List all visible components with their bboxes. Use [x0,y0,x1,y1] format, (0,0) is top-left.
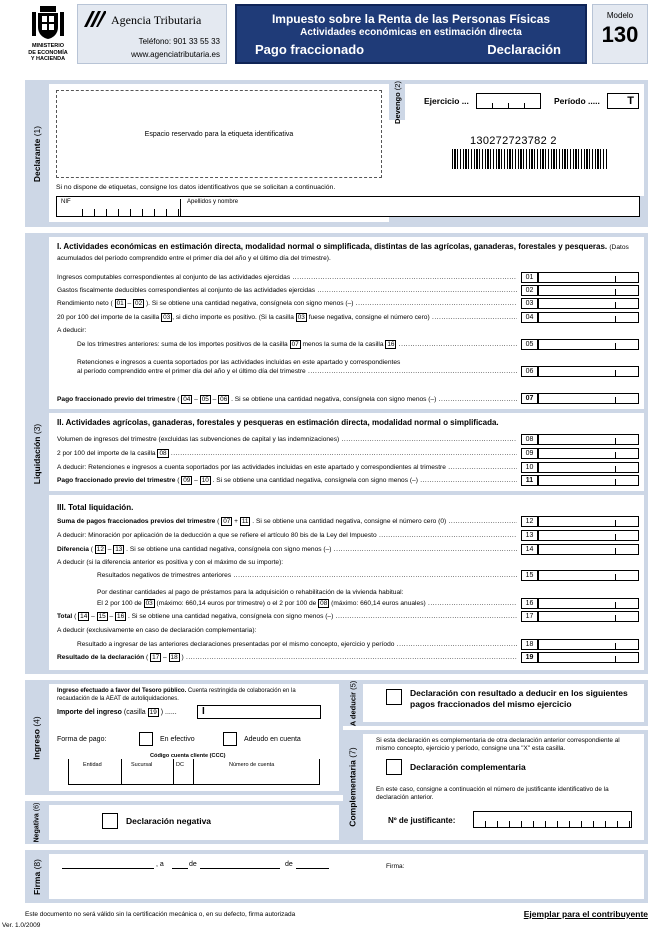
casilla-02-input[interactable] [538,285,639,296]
casilla-19-input[interactable] [538,652,639,663]
row-13-label: A deducir: Minoración por aplicación de la deducción a que se refiere el artículo 80 bis de la Ley del Impuesto ..... [57,531,517,540]
ccc-label: Código cuenta cliente (CCC) [150,753,226,759]
sticker-text: Espacio reservado para la etiqueta identificativa [144,130,294,138]
declarante-label: Declarante (1) [32,125,43,182]
casilla-12-code: 12 [521,516,538,527]
id-fields [56,196,640,217]
casilla-03-code: 03 [521,298,538,309]
agency-web: www.agenciatributaria.es [131,50,220,59]
row-17-label: Total ( 14 – 15 – 16 . Si se obtiene una cantidad negativa, consígnela con signo menos (–) ..... [57,612,517,621]
row-09-label: 2 por 100 del importe de la casilla 08 ..... [57,449,517,458]
casilla-01-input[interactable] [538,272,639,283]
footer-version: Ver. 1.0/2009 [2,922,41,929]
casilla-09-code: 09 [521,448,538,459]
firma-signature-label: Firma: [386,863,405,870]
casilla-18-input[interactable] [538,639,639,650]
negativa-checkbox[interactable] [102,813,118,829]
casilla-16-code: 16 [521,598,538,609]
casilla-09-input[interactable] [538,448,639,459]
casilla-16-input[interactable] [538,598,639,609]
sticker-area [56,90,382,178]
ccc-dc: DC [176,762,184,768]
complementaria-label: Complementaria (7) [348,747,358,827]
row-08-label: Volumen de ingresos del trimestre (excluidas las subvenciones de capital y las indemnizaciones) ..... [57,435,517,444]
modelo-box [592,4,648,64]
complementaria-text2: En este caso, consigne a continuación el número de justificante identificativo de la declaración anterior. [376,786,609,801]
modelo-number: 130 [601,22,639,47]
agency-logo-icon [84,11,106,27]
adeducir-text: Declaración con resultado a deducir en los siguientes pagos fraccionados del mismo ejercicio [410,688,628,709]
form-subtitle-left: Pago fraccionado [255,42,365,57]
form-title-2: Actividades económicas en estimación directa [300,27,522,38]
adeducir-label: A deducir (5) [348,680,358,726]
agency-name: Agencia Tributaria [111,13,202,27]
ccc-numero: Número de cuenta [229,762,275,768]
name-input[interactable] [183,197,639,216]
periodo-value: T [627,95,634,107]
casilla-17-input[interactable] [538,611,639,622]
row-03-label: Rendimiento neto ( 01 – 02 ). Si se obtiene una cantidad negativa, consígnela con signo menos (–) ..... [57,299,517,308]
casilla-08-input[interactable] [538,434,639,445]
casilla-04-input[interactable] [538,312,639,323]
coat-of-arms-icon [30,4,66,42]
barcode-icon [452,149,607,169]
row-19-label: Resultado de la declaración ( 17 – 18 ) ..... [57,653,517,662]
row-06-label-a: Retenciones e ingresos a cuenta soportados por las actividades incluidas en este apartado y correspondientes [77,359,401,366]
firma-place-line[interactable] [62,868,154,869]
ingreso-label: Ingreso (4) [32,715,42,760]
firma-label: Firma (8) [32,858,43,895]
modelo-label: Modelo [606,11,634,20]
firma-de-1: de [189,861,197,868]
nif-label: NIF [61,199,71,205]
row-06-label-b: al período comprendido entre el primer día del año y el último día del trimestre ..... [77,367,517,376]
casilla-06-input[interactable] [538,366,639,377]
casilla-19-code: 19 [521,652,538,663]
row-15-label: Resultados negativos de trimestres anteriores ..... [97,571,517,580]
efectivo-label: En efectivo [160,736,195,743]
nif-input[interactable] [71,199,181,216]
firma-panel [49,854,644,899]
footer-copy: Ejemplar para el contribuyente [523,909,648,919]
adeducir-label: A deducir: [57,327,87,334]
title-box [235,4,587,64]
adeducir-checkbox[interactable] [386,689,402,705]
row-14-note: A deducir (si la diferencia anterior es positiva y con el máximo de su importe): [57,559,284,566]
casilla-15-input[interactable] [538,570,639,581]
ejercicio-input[interactable] [476,93,541,109]
footer-note: Este documento no será válido sin la certificación mecánica o, en su defecto, firma autorizada [25,911,296,918]
casilla-05-input[interactable] [538,339,639,350]
importe-i: I [202,706,205,717]
casilla-10-input[interactable] [538,462,639,473]
row-16-label-a: Por destinar cantidades al pago de préstamos para la adquisición o rehabilitación de la vivienda habitual: [97,589,404,596]
name-label: Apellidos y nombre [187,199,239,205]
firma-month-line[interactable] [200,868,280,869]
devengo-label: Devengo (2) [392,80,402,124]
casilla-14-code: 14 [521,544,538,555]
forma-pago-label: Forma de pago: [57,736,107,743]
firma-year-line[interactable] [296,868,329,869]
adeudo-checkbox[interactable] [223,732,237,746]
complementaria-check-label: Declaración complementaria [410,762,526,772]
row-14-label: Diferencia ( 12 – 13 . Si se obtiene una cantidad negativa, consígnela con signo menos (–) ..... [57,545,517,554]
negativa-label: Negativa (6) [33,802,41,843]
sec3-title: III. Total liquidación. [57,503,134,512]
sec1-title: I. Actividades económicas en estimación directa, modalidad normal o simplificada, distintas de las agrícolas, ganaderas, forestales y pesqueras. (Datos acumulados del período comprendido entre el primer día del año y el último día del trimestre). [57,242,629,262]
casilla-15-code: 15 [521,570,538,581]
form-subtitle-right: Declaración [487,42,561,57]
row-02-label: Gastos fiscalmente deducibles correspondientes al conjunto de las actividades ejercidas ..... [57,286,517,295]
casilla-10-code: 10 [521,462,538,473]
row-16-label-b: El 2 por 100 de 03 (máximo: 660,14 euros por trimestre) o el 2 por 100 de 08 (máximo: 660,14 euros anuales) ..... [97,599,517,608]
importe-label: Importe del ingreso (casilla 19 ) ...... [57,709,177,716]
ccc-entidad: Entidad [83,762,102,768]
periodo-input[interactable] [607,93,639,109]
ejercicio-label: Ejercicio ... [424,96,469,106]
row-07-label: Pago fraccionado previo del trimestre ( 04 – 05 – 06 . Si se obtiene una cantidad negativa, consígnela con signo menos (–) ..... [57,395,517,404]
ccc-sucursal: Sucursal [131,762,153,768]
row-04-label: 20 por 100 del importe de la casilla 03 , si dicho importe es positivo. (Si la casilla 03 fuese negativa, consigne el número cero) ..... [57,313,517,322]
adeudo-label: Adeudo en cuenta [244,736,301,743]
casilla-11-code: 11 [521,475,538,486]
efectivo-checkbox[interactable] [139,732,153,746]
barcode-number: 130272723782 2 [470,135,557,147]
negativa-text: Declaración negativa [126,816,212,826]
ccc-field[interactable] [68,759,320,785]
ingreso-text: Ingreso efectuado a favor del Tesoro público. Cuenta restringida de colaboración en la recaudación de la AEAT de autoliquidaciones. [57,688,296,702]
casilla-08-code: 08 [521,434,538,445]
header [0,0,667,68]
row-10-label: A deducir: Retenciones e ingresos a cuenta soportados por las actividades incluidas en este apartado y correspondientes al trimestre ..... [57,463,517,472]
casilla-12-input[interactable] [538,516,639,527]
row-18-label: Resultado a ingresar de las anteriores declaraciones presentadas por el mismo concepto, ejercicio y período ..... [77,640,517,649]
row-12-label: Suma de pagos fraccionados previos del trimestre ( 07 + 11 . Si se obtiene una cantidad negativa, consigne el número cero (0) ..... [57,517,517,526]
casilla-03-input[interactable] [538,298,639,309]
row-01-label: Ingresos computables correspondientes al conjunto de las actividades ejercidas ..... [57,273,517,282]
firma-de-2: de [285,861,293,868]
casilla-11-input[interactable] [538,475,639,486]
ministry-name: MINISTERIO DE ECONOMÍA Y HACIENDA [28,43,68,62]
casilla-13-code: 13 [521,530,538,541]
importe-input[interactable] [197,705,321,719]
casilla-13-input[interactable] [538,530,639,541]
casilla-07-code: 07 [521,393,538,404]
casilla-02-code: 02 [521,285,538,296]
firma-a: , a [156,861,164,868]
casilla-06-code: 06 [521,366,538,377]
liquidacion-label: Liquidación (3) [32,423,42,484]
justificante-input[interactable] [473,811,632,828]
declarante-note: Si no dispone de etiquetas, consigne los datos identificativos que se solicitan a continuación. [56,184,336,191]
firma-day-line[interactable] [172,868,188,869]
casilla-05-code: 05 [521,339,538,350]
casilla-17-code: 17 [521,611,538,622]
row-11-label: Pago fraccionado previo del trimestre ( 09 – 10 . Si se obtiene una cantidad negativa, consígnela con signo menos (–) ..... [57,476,517,485]
complementaria-checkbox[interactable] [386,759,402,775]
casilla-14-input[interactable] [538,544,639,555]
form-title: Impuesto sobre la Renta de las Personas Físicas [271,12,551,26]
periodo-label: Período ..... [554,96,600,106]
casilla-01-code: 01 [521,272,538,283]
casilla-04-code: 04 [521,312,538,323]
casilla-18-code: 18 [521,639,538,650]
complementaria-text1: Si esta declaración es complementaria de otra declaración anterior correspondiente al mismo concepto, ejercicio y período, consigne una "X" esta casilla. [376,737,620,752]
agency-phone: Teléfono: 901 33 55 33 [138,37,220,46]
justificante-label: Nº de justificante: [388,816,456,825]
row-18-note: A deducir (exclusivamente en caso de declaración complementaria): [57,627,257,634]
casilla-07-input[interactable] [538,393,639,404]
sec2-title: II. Actividades agrícolas, ganaderas, forestales y pesqueras en estimación directa, modalidad normal o simplificada. [57,418,499,427]
agency-box [77,4,227,64]
row-05-label: De los trimestres anteriores: suma de los importes positivos de la casilla 07 menos la suma de la casilla 16 ..... [77,340,517,349]
